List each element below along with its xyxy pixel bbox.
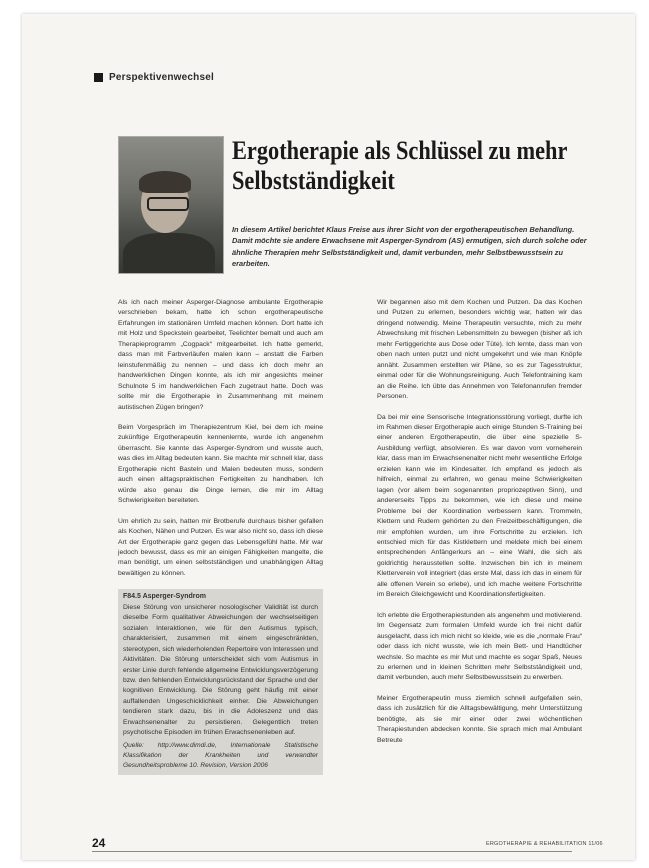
paragraph: Beim Vorgespräch im Therapiezentrum Kiel, bei dem ich meine zukünftige Ergotherapeutin kennenlernte, wurde ich angenehm überrascht. Sie kannte das Asperger-Syndrom und wusste auch, was dies im Alltag bedeuten kann. Sie machte mir schnell klar, dass Ergotherapie nicht Basteln und Malen bedeuten muss, sondern auch einen alltagspraktischen Fertigkeiten zu handhaben. Ich würde also genau die Dinge lernen, die mir im Alltag Schwierigkeiten bereiteten. — [118, 423, 323, 505]
paragraph: Ich erlebte die Ergotherapiestunden als angenehm und motivierend. Im Gegensatz zum formalen Umfeld wurde ich frei nicht dafür ausgelacht, dass ich mich nicht so kleide, wie es die „normale Frau“ oder dass ich nicht wusste, wie ich mein Bett- und Handtücher wechsle. So machte es mir Mut und machte es sogar Spaß, Neues zu erlernen und in kleinen Schritten mehr Selbstständigkeit und, damit verbunden, auch mehr Selbstbewusstsein zu erwerben. — [377, 611, 582, 682]
right-column — [377, 298, 582, 756]
info-box — [118, 589, 323, 774]
section-label — [94, 72, 214, 83]
info-box-heading: F84.5 Asperger-Syndrom — [123, 593, 206, 601]
paragraph: Um ehrlich zu sein, hatten mir Brotberufe durchaus bisher gefallen als Kochen, Nähen und Putzen. Es war also nicht so, dass ich diese Art der Ergotherapie ganz gegen das Lebensgefühl hatte. Mir war jedoch bewusst, dass es mir an einigen Fähigkeiten mangelte, die man benötigt, um einen selbstständigen und unabhängigen Alltag bewältigen zu können. — [118, 517, 323, 577]
info-box-text: Diese Störung von unsicherer nosologischer Validität ist durch dieselbe Form qualitativer Abweichungen der wechselseitigen sozialen Interaktionen, wie für den Autismus typisch, charakterisiert, zusammen mit einem eingeschränkten, stereotypen, sich wiederholenden Repertoire von Interessen und Aktivitäten. Die Störung unterscheidet sich vom Autismus in erster Linie durch fehlende allgemeine Entwicklungsverzögerung bzw. den fehlenden Entwicklungsrückstand der Sprache und der kognitiven Entwicklung. Die Störung geht häufig mit einer auffallenden Ungeschicklichkeit einher. Die Abweichungen tendieren stark dazu, bis in die Adoleszenz und das Erwachsenenalter zu persistieren. Gelegentlich treten psychotische Episoden im frühen Erwachsenenleben auf. — [123, 603, 318, 737]
left-column — [118, 298, 323, 775]
article-title-line-2: Selbstständigkeit — [232, 166, 395, 195]
article-title-line-1: Ergotherapie als Schlüssel zu mehr — [232, 136, 568, 165]
section-label-text: Perspektivenwechsel — [109, 72, 214, 83]
article-title — [232, 136, 568, 196]
paragraph: Da bei mir eine Sensorische Integrationsstörung vorliegt, durfte ich im Rahmen dieser Ergotherapie auch einige Stunden S-Training bei einer anderen Ergotherapeutin, die über eine spezielle S-Ausbildung verfügt, absolvieren. Es war davon vorn vorneherein klar, dass man im Erwachsenenalter nicht mehr wesentliche Erfolge erzielen kann wie im Kindesalter. Ich empfand es jedoch als hilfreich, einmal zu erfahren, wo genau meine Schwierigkeiten lagen (vor allem beim sogenannten propriozeptiven Sinn), und andererseits Tipps zu bekommen, wie ich diese und meine Probleme bei der Koordination verbessern kann. Trommeln, Klettern und Rudern gehörten zu den Freizeitbeschäftigungen, die mir empfohlen wurden, um ihre Fortschritte zu erzielen. Ich entschied mich für das Kistklettern und meldete mich bei einem entsprechenden Anfängerkurs an – eine Wahl, die sich als goldrichtig herausstellen sollte. Inzwischen bin ich in meinem Kletterverein voll integriert (das erste Mal, dass ich das in einem für alle offenen Verein so erlebe), und ich mache weitere Fortschritte im Bereich Gleichgewicht und Koordinationsfertigkeiten. — [377, 413, 582, 599]
paragraph: Meiner Ergotherapeutin muss ziemlich schnell aufgefallen sein, dass ich zusätzlich für die Alltagsbewältigung, mehr Unterstützung benötigte, als sie mir einer oder zwei wöchentlichen Therapiestunden abdecken konnte. Sie sprach mich mal Ambulant Betreute — [377, 694, 582, 744]
paragraph: Wir begannen also mit dem Kochen und Putzen. Da das Kochen und Putzen zu erlernen, besonders wichtig war, hatten wir das dringend notwendig. Meine Therapeutin versuchte, mich zu mehr Abwechslung mit frischen Lebensmitteln zu bewegen (bisher aß ich mehr Fertiggerichte aus Dose oder Tüte). Ich lernte, dass man von oben nach unten putzt und nicht umgekehrt und wie man Knöpfe annäht. Zusammen erstellten wir Pläne, so es zur Tagesstruktur, einmal oder für die Wohnungsreinigung. Auch Telefontraining kam an die Reihe. Ich übte das Annehmen von Telefonanrufen fremder Personen. — [377, 299, 582, 401]
square-bullet-icon — [94, 73, 103, 82]
article-intro: In diesem Artikel berichtet Klaus Freise aus ihrer Sicht von der ergotherapeutischen Behandlung. Damit möchte sie andere Erwachsene mit Asperger-Syndrom (AS) ermutigen, sich durch solche oder ähnliche Therapien mehr Selbstständigkeit und, damit verbunden, mehr Selbstbewusstsein zu erarbeiten. — [232, 225, 587, 268]
author-photo — [118, 136, 224, 274]
page-number: 24 — [92, 836, 106, 850]
info-box-source: Quelle: http://www.dimdi.de, Internationale Statistische Klassifikation der Krankheiten und verwandter Gesundheitsprobleme 10. Revision, Version 2006 — [123, 741, 318, 769]
footer-divider — [92, 851, 572, 852]
magazine-page — [22, 14, 635, 860]
journal-name: ERGOTHERAPIE & REHABILITATION 11/06 — [486, 841, 603, 847]
paragraph: Als ich nach meiner Asperger-Diagnose ambulante Ergotherapie verschrieben bekam, hatte ich schon ergotherapeutische Erfahrungen im stationären Umfeld machen können. Dort hatte ich mit Holz und Speckstein gearbeitet, Teelichter bemalt und auch am Therapieprogramm „Cogpack“ mitgearbeitet. Ich hatte gemerkt, dass man mit Farbverläufen malen kann – anstatt die Farben leinstufenmäßig zu nennen – und dass ich doch mehr an handwerklichen Dingen konnte, als ich mir angesichts meiner Schulnote 5 im handwerklichen Fach zugetraut hatte. Doch was sollte mir die Ergotherapie in Zusammenhang mit meinem autistischen Zügen bringen? — [118, 299, 323, 411]
